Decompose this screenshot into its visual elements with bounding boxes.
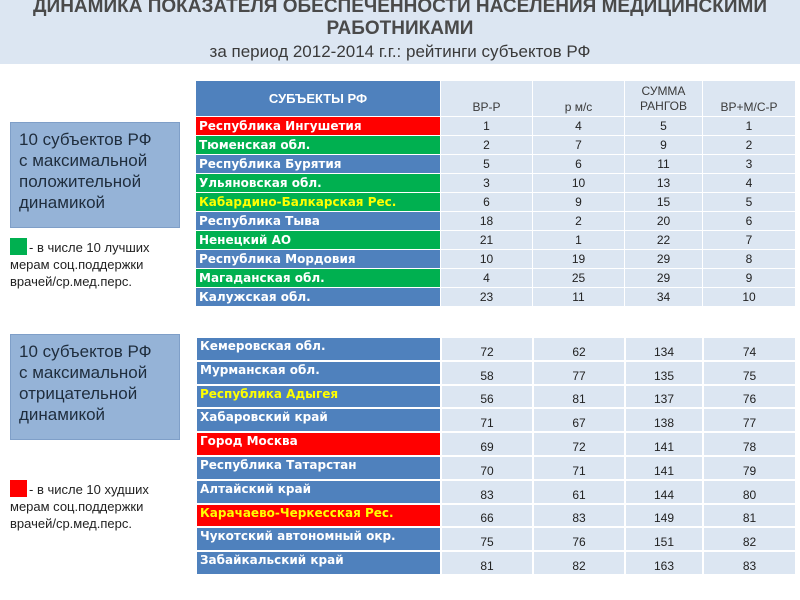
cell-rank: 76 <box>703 385 796 409</box>
table-row <box>196 337 796 361</box>
box-line: динамикой <box>19 193 106 212</box>
table-row <box>196 504 796 528</box>
page-subtitle: за период 2012-2014 г.г.: рейтинги субъектов РФ <box>209 42 591 61</box>
box-line: с максимальной <box>19 151 148 170</box>
region-name: Республика Тыва <box>196 212 441 231</box>
cell-rank: 9 <box>703 269 796 288</box>
cell-rank: 10 <box>703 288 796 307</box>
col-sum-line1: СУММА <box>641 83 686 98</box>
cell-vr: 5 <box>441 155 533 174</box>
cell-ms: 1 <box>533 231 625 250</box>
col-rank: ВР+М/С-Р <box>703 81 796 117</box>
cell-vr: 81 <box>441 551 533 575</box>
cell-ms: 2 <box>533 212 625 231</box>
cell-sum: 135 <box>625 361 703 385</box>
cell-vr: 70 <box>441 456 533 480</box>
cell-rank: 3 <box>703 155 796 174</box>
page-title-line2: РАБОТНИКАМИ <box>326 18 474 39</box>
box-line: с максимальной <box>19 363 148 382</box>
region-name: Тюменская обл. <box>196 136 441 155</box>
cell-vr: 66 <box>441 504 533 528</box>
cell-vr: 23 <box>441 288 533 307</box>
table-row <box>196 527 796 551</box>
cell-sum: 141 <box>625 432 703 456</box>
table-row <box>196 136 796 155</box>
cell-sum: 11 <box>625 155 703 174</box>
cell-vr: 21 <box>441 231 533 250</box>
region-name: Кабардино-Балкарская Рес. <box>196 193 441 212</box>
legend-line: врачей/ср.мед.перс. <box>10 516 132 531</box>
cell-rank: 77 <box>703 408 796 432</box>
cell-rank: 83 <box>703 551 796 575</box>
region-name: Кемеровская обл. <box>196 337 441 361</box>
table-row <box>196 269 796 288</box>
cell-rank: 7 <box>703 231 796 250</box>
cell-sum: 5 <box>625 117 703 136</box>
cell-vr: 72 <box>441 337 533 361</box>
legend-line: - в числе 10 худших <box>29 482 149 497</box>
cell-ms: 25 <box>533 269 625 288</box>
region-name: Ненецкий АО <box>196 231 441 250</box>
worst-legend <box>10 480 190 532</box>
table-row <box>196 385 796 409</box>
cell-vr: 75 <box>441 527 533 551</box>
box-line: 10 субъектов РФ <box>19 342 152 361</box>
cell-sum: 151 <box>625 527 703 551</box>
cell-ms: 81 <box>533 385 625 409</box>
cell-vr: 58 <box>441 361 533 385</box>
top-ranking-table <box>195 80 796 307</box>
table-row <box>196 193 796 212</box>
cell-sum: 29 <box>625 250 703 269</box>
region-name: Республика Ингушетия <box>196 117 441 136</box>
cell-ms: 6 <box>533 155 625 174</box>
cell-sum: 138 <box>625 408 703 432</box>
cell-sum: 137 <box>625 385 703 409</box>
col-sum <box>625 81 703 117</box>
cell-sum: 20 <box>625 212 703 231</box>
region-name: Ульяновская обл. <box>196 174 441 193</box>
cell-rank: 75 <box>703 361 796 385</box>
cell-vr: 18 <box>441 212 533 231</box>
box-line: положительной <box>19 172 142 191</box>
table-row <box>196 551 796 575</box>
cell-sum: 9 <box>625 136 703 155</box>
table-row <box>196 212 796 231</box>
cell-ms: 4 <box>533 117 625 136</box>
table-row <box>196 288 796 307</box>
cell-rank: 74 <box>703 337 796 361</box>
region-name: Республика Бурятия <box>196 155 441 174</box>
table-row <box>196 117 796 136</box>
cell-sum: 29 <box>625 269 703 288</box>
cell-rank: 5 <box>703 193 796 212</box>
cell-ms: 76 <box>533 527 625 551</box>
cell-rank: 80 <box>703 480 796 504</box>
best-legend <box>10 238 190 290</box>
cell-ms: 83 <box>533 504 625 528</box>
cell-vr: 3 <box>441 174 533 193</box>
cell-ms: 77 <box>533 361 625 385</box>
cell-ms: 7 <box>533 136 625 155</box>
region-name: Алтайский край <box>196 480 441 504</box>
green-swatch-icon <box>10 238 27 255</box>
region-name: Республика Адыгея <box>196 385 441 409</box>
cell-vr: 71 <box>441 408 533 432</box>
cell-rank: 81 <box>703 504 796 528</box>
cell-sum: 15 <box>625 193 703 212</box>
region-name: Мурманская обл. <box>196 361 441 385</box>
cell-ms: 61 <box>533 480 625 504</box>
positive-dynamics-box <box>10 122 180 228</box>
region-name: Карачаево-Черкесская Рес. <box>196 504 441 528</box>
region-name: Республика Татарстан <box>196 456 441 480</box>
col-vr: ВР-Р <box>441 81 533 117</box>
cell-rank: 82 <box>703 527 796 551</box>
box-line: 10 субъектов РФ <box>19 130 152 149</box>
cell-ms: 62 <box>533 337 625 361</box>
cell-rank: 4 <box>703 174 796 193</box>
box-line: отрицательной <box>19 384 138 403</box>
cell-sum: 144 <box>625 480 703 504</box>
region-name: Забайкальский край <box>196 551 441 575</box>
cell-sum: 141 <box>625 456 703 480</box>
cell-vr: 10 <box>441 250 533 269</box>
cell-ms: 19 <box>533 250 625 269</box>
header-row <box>196 81 796 117</box>
box-line: динамикой <box>19 405 106 424</box>
region-name: Чукотский автономный окр. <box>196 527 441 551</box>
cell-ms: 67 <box>533 408 625 432</box>
bottom-ranking-table <box>195 336 797 576</box>
cell-sum: 34 <box>625 288 703 307</box>
table-row <box>196 250 796 269</box>
table-row <box>196 231 796 250</box>
cell-ms: 72 <box>533 432 625 456</box>
cell-vr: 1 <box>441 117 533 136</box>
title-banner <box>0 0 800 64</box>
col-ms: р м/с <box>533 81 625 117</box>
col-sum-line2: РАНГОВ <box>639 98 688 113</box>
region-name: Город Москва <box>196 432 441 456</box>
cell-ms: 10 <box>533 174 625 193</box>
cell-vr: 4 <box>441 269 533 288</box>
cell-ms: 11 <box>533 288 625 307</box>
cell-rank: 8 <box>703 250 796 269</box>
cell-sum: 13 <box>625 174 703 193</box>
negative-dynamics-box <box>10 334 180 440</box>
cell-vr: 83 <box>441 480 533 504</box>
cell-rank: 2 <box>703 136 796 155</box>
table-row <box>196 408 796 432</box>
cell-vr: 2 <box>441 136 533 155</box>
legend-line: врачей/ср.мед.перс. <box>10 274 132 289</box>
region-name: Магаданская обл. <box>196 269 441 288</box>
page-title-line1: ДИНАМИКА ПОКАЗАТЕЛЯ ОБЕСПЕЧЕННОСТИ НАСЕЛЕНИЯ МЕДИЦИНСКИМИ <box>33 0 767 17</box>
cell-vr: 6 <box>441 193 533 212</box>
cell-vr: 69 <box>441 432 533 456</box>
table-row <box>196 361 796 385</box>
col-subject: СУБЪЕКТЫ РФ <box>196 81 441 117</box>
cell-sum: 149 <box>625 504 703 528</box>
region-name: Калужская обл. <box>196 288 441 307</box>
cell-ms: 82 <box>533 551 625 575</box>
cell-rank: 78 <box>703 432 796 456</box>
legend-line: мерам соц.поддержки <box>10 499 144 514</box>
red-swatch-icon <box>10 480 27 497</box>
cell-vr: 56 <box>441 385 533 409</box>
cell-sum: 163 <box>625 551 703 575</box>
cell-ms: 71 <box>533 456 625 480</box>
cell-rank: 79 <box>703 456 796 480</box>
table-row <box>196 155 796 174</box>
legend-line: - в числе 10 лучших <box>29 240 150 255</box>
region-name: Республика Мордовия <box>196 250 441 269</box>
region-name: Хабаровский край <box>196 408 441 432</box>
table-row <box>196 174 796 193</box>
cell-rank: 6 <box>703 212 796 231</box>
table-row <box>196 480 796 504</box>
table-row <box>196 456 796 480</box>
cell-sum: 134 <box>625 337 703 361</box>
legend-line: мерам соц.поддержки <box>10 257 144 272</box>
cell-ms: 9 <box>533 193 625 212</box>
cell-sum: 22 <box>625 231 703 250</box>
cell-rank: 1 <box>703 117 796 136</box>
table-row <box>196 432 796 456</box>
